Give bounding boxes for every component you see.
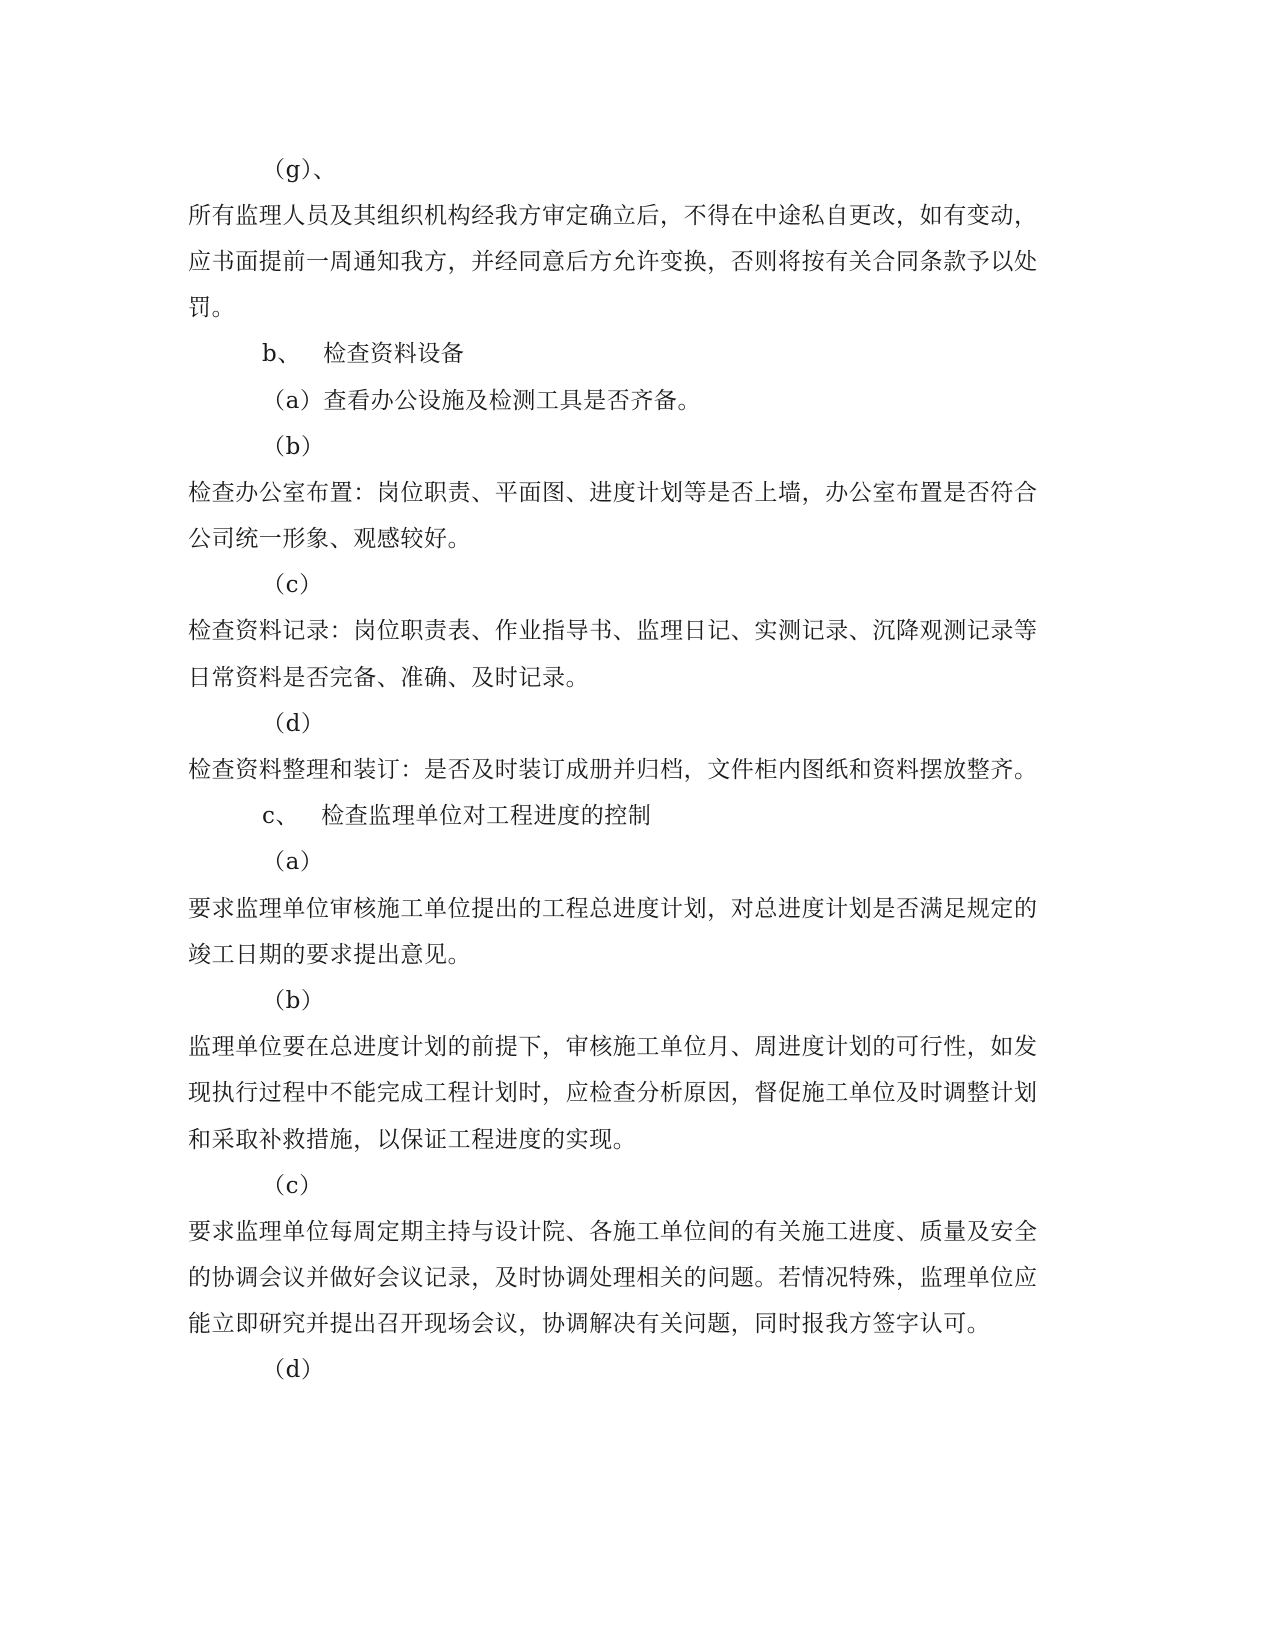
- paragraph-line: 检查资料整理和装订：是否及时装订成册并归档，文件柜内图纸和资料摆放整齐。: [188, 757, 1038, 783]
- paragraph-line: 现执行过程中不能完成工程计划时，应检查分析原因，督促施工单位及时调整计划: [188, 1080, 1038, 1106]
- paragraph-line: 和采取补救措施，以保证工程进度的实现。: [188, 1127, 637, 1153]
- section-marker: c、: [262, 803, 300, 829]
- paragraph-line: 应书面提前一周通知我方，并经同意后方允许变换，否则将按有关合同条款予以处: [188, 249, 1038, 275]
- item-label-c: （c）: [262, 1173, 323, 1199]
- paragraph-line: 所有监理人员及其组织机构经我方审定确立后，不得在中途私自更改，如有变动，: [188, 203, 1038, 229]
- paragraph-line: 竣工日期的要求提出意见。: [188, 942, 472, 968]
- item-label-b: （b）: [262, 434, 325, 460]
- paragraph-line: 监理单位要在总进度计划的前提下，审核施工单位月、周进度计划的可行性，如发: [188, 1034, 1038, 1060]
- section-title: 检查资料设备: [322, 341, 465, 367]
- paragraph-line: 检查资料记录：岗位职责表、作业指导书、监理日记、实测记录、沉降观测记录等: [188, 618, 1038, 644]
- paragraph-line: 日常资料是否完备、准确、及时记录。: [188, 665, 590, 691]
- item-label-a: （a）: [262, 388, 324, 414]
- section-title: 检查监理单位对工程进度的控制: [321, 803, 652, 829]
- item-label-a: （a）: [262, 849, 324, 875]
- paragraph-line: 要求监理单位每周定期主持与设计院、各施工单位间的有关施工进度、质量及安全: [188, 1219, 1038, 1245]
- item-label-d: （d）: [262, 711, 325, 737]
- section-heading-b: [262, 339, 465, 369]
- paragraph-line: 能立即研究并提出召开现场会议，协调解决有关问题，同时报我方签字认可。: [188, 1311, 991, 1337]
- paragraph-line: 的协调会议并做好会议记录，及时协调处理相关的问题。若情况特殊，监理单位应: [188, 1265, 1038, 1291]
- paragraph-line: 检查办公室布置：岗位职责、平面图、进度计划等是否上墙，办公室布置是否符合: [188, 480, 1038, 506]
- section-heading-c: [262, 801, 652, 831]
- paragraph-line: 公司统一形象、观感较好。: [188, 526, 472, 552]
- item-text: 查看办公设施及检测工具是否齐备。: [323, 388, 702, 414]
- paragraph-line: 罚。: [188, 295, 236, 321]
- item-label-c: （c）: [262, 572, 323, 598]
- item-line-a: [262, 386, 701, 416]
- item-label-g: （g）、: [262, 157, 337, 183]
- paragraph-line: 要求监理单位审核施工单位提出的工程总进度计划，对总进度计划是否满足规定的: [188, 896, 1038, 922]
- item-label-b: （b）: [262, 988, 325, 1014]
- section-marker: b、: [262, 341, 301, 367]
- item-label-d: （d）: [262, 1357, 325, 1383]
